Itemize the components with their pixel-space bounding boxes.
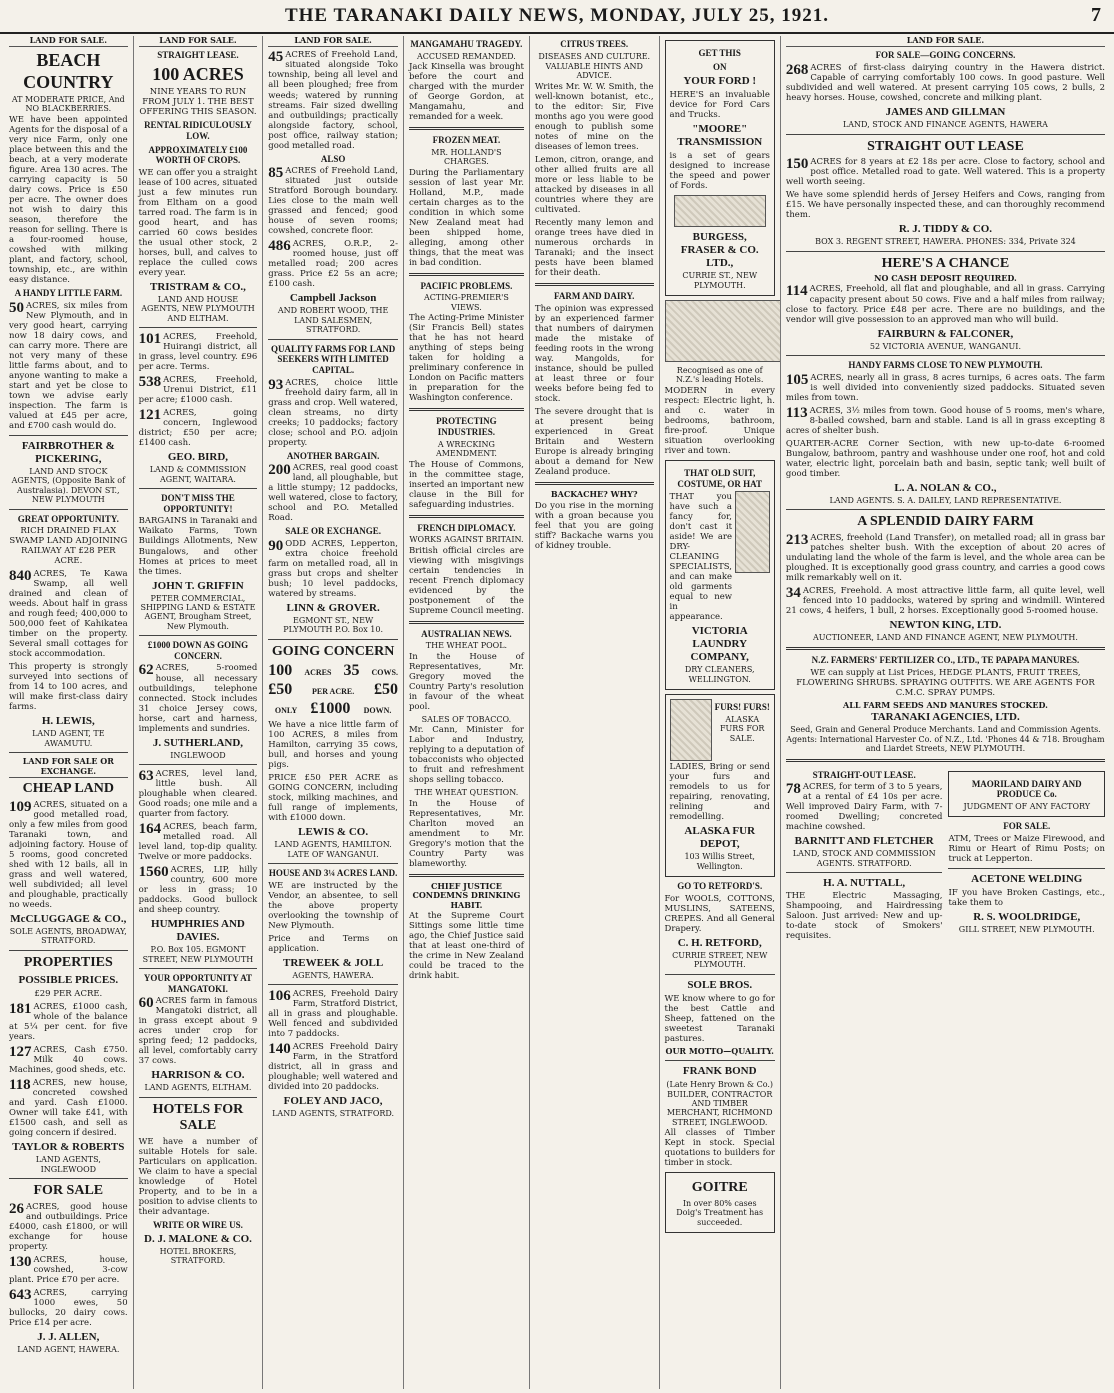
ad-text: 109 ACRES, situated on a good metalled road, only a few miles from good Taranaki town, and adjoining factory. House of 5 rooms, good concreted shed with 12 bails, all in grass and well watered, well subdivided; all level and ploughable, practically no weeds. — [9, 798, 128, 910]
ad-heading: PROPERTIES — [23, 954, 113, 970]
agent-name: FAIRBROTHER & PICKERING, — [21, 439, 115, 465]
ad-heading: APPROXIMATELY £100 WORTH OF CROPS. — [148, 144, 248, 166]
article-subhead: BACKACHE? WHY? — [550, 489, 638, 500]
agent-name: FOLEY AND JACO, — [283, 1095, 383, 1108]
hotel-illustration — [665, 300, 781, 362]
bottom-row — [786, 767, 1105, 945]
agent-address: LAND, STOCK AND COMMISSION AGENTS. STRATFORD. — [792, 849, 936, 868]
agent-name: McCLUGGAGE & CO., — [10, 912, 127, 925]
article-subhead: SALES OF TOBACCO. — [421, 714, 512, 724]
ad-heading: FOR SALE — [33, 1183, 104, 1199]
ad-text: 63 ACRES, level land, little bush. All ploughable when cleared. Good roads; one mile and a quarter from factory. — [138, 768, 258, 820]
ad-text: PRICE £50 PER ACRE as GOING CONCERN, including stock, milking machines, and full range of implements, with £1000 down. — [268, 773, 398, 824]
agent-address: BOX 3. REGENT STREET, HAWERA. PHONES: 334, Private 324 — [815, 237, 1076, 247]
ad-text: 118 ACRES, new house, concreted cowshed and yard. Cash £1000. Owner will take £41, with £1500 cash, and sell as going concern if desired. — [9, 1077, 128, 1139]
agent-address: LAND AGENT, TE AWAMUTU. — [32, 729, 105, 748]
ad-heading: RENTAL RIDICULOUSLY LOW. — [144, 120, 252, 141]
ad-heading: WRITE OR WIRE US. — [153, 1219, 243, 1230]
ad-text: HERE'S an invaluable device for Ford Cars and Trucks. — [669, 90, 770, 121]
ad-heading: HERE'S A CHANCE — [881, 255, 1010, 271]
agent-address: LAND & COMMISSION AGENT, WAITARA. — [149, 465, 247, 484]
agent-name: R. J. TIDDY & CO. — [898, 223, 993, 236]
ad-text: THAT you have such a fancy for, don't cast it aside! We are DRY-CLEANING SPECIALISTS, and can make old garments equal to new in appearance. — [669, 492, 733, 623]
ad-heading: SOLE BROS. — [687, 978, 753, 991]
article-text: In the House of Representatives, Mr. Charlton moved an amendment to Mr. Gregory's motion that the Country Party was blameworthy. — [408, 798, 524, 869]
article-text: Jack Kinsella was brought before the court and charged with the murder of George Gordon, at Mangamahu, and remanded for a week. — [408, 62, 524, 123]
ad-heading: FRANK BOND — [682, 1065, 757, 1078]
ad-heading: ACETONE WELDING — [971, 872, 1083, 885]
ad-heading: STRAIGHT OUT LEASE — [867, 138, 1024, 154]
ad-text: 213 ACRES, freehold (Land Transfer), on metalled road; all in grass bar patches shelter bush. With the exception of about 20 acres of undulating land the whole of the farm is level, and the whole area can be ploughed. It is exceptionally good grass country, and carries a good cows milk remarkably well on it. — [785, 531, 1106, 583]
ad-text: 105 ACRES, nearly all in grass, 8 acres turnips, 6 acres oats. The farm is well divided into conveniently sized paddocks. Situated seven miles from town. — [785, 371, 1106, 403]
agent-address: P.O. Box 105. EGMONT STREET, NEW PLYMOUTH — [142, 945, 254, 964]
ad-text: is a set of gears designed to increase the speed and power of Fords. — [669, 151, 770, 192]
agent-name: GEO. BIRD, — [167, 451, 229, 464]
ad-text: 34 ACRES, Freehold. A most attractive little farm, all quite level, well fenced into 10 paddocks, watered by spring and windmill. Wintered 21 cows, 4 heifers, 1 bull, 2 horses. Exceptionally good 5-roomed house. — [785, 584, 1106, 616]
page-number: 7 — [1091, 4, 1102, 26]
ad-text: 164 ACRES, beach farm, metalled road. All level land, top-dip quality. Twelve or more paddocks. — [138, 821, 258, 863]
article-text: Lemon, citron, orange, and other allied fruits are all more or less liable to be attacked by diseases in all countries where they are cultivated. — [534, 155, 654, 216]
ad-subheading: (Late Henry Brown & Co.) BUILDER, CONTRACTOR AND TIMBER MERCHANT, RICHMOND STREET, INGLEWOOD. — [666, 1080, 774, 1127]
ad-text: WE have been appointed Agents for the disposal of a very nice Farm, only one place between this and the beach, at a very moderate figure. Area 130 acres. The carrying capacity is 50 dairy cows. Price is £50 per acre. The owner does not wish to dairy this season, therefore the reason for selling. There is a four-roomed house, cowshed with milking plant, and factory, school, township, etc., are within easy distance. — [9, 114, 128, 286]
agent-name: JAMES AND GILLMAN — [885, 106, 1006, 119]
agent-address: LAND AND STOCK AGENTS, (Opposite Bank of Australasia). DEVON ST., NEW PLYMOUTH — [11, 466, 126, 505]
agent-address: AGENTS, HAWERA. — [292, 970, 374, 980]
ad-text: LADIES, Bring or send your furs and remodels to us for repairing, renovating, relining and remodelling. — [669, 762, 770, 823]
agent-name: TREWEEK & JOLL — [282, 956, 384, 969]
ad-text: IF you have Broken Castings, etc., take them to — [948, 887, 1106, 908]
badge-title: MAORILAND DAIRY AND PRODUCE Co. — [971, 778, 1082, 800]
ad-text: 60 ACRES farm in famous Mangatoki district, all in grass except about 9 acres under crop for spring feed; 12 paddocks, all level, comfortably carry 37 cows. — [138, 995, 258, 1067]
ad-heading: DON'T MISS THE OPPORTUNITY! — [161, 493, 235, 514]
article-text: The Acting-Prime Minister (Sir Francis Bell) states that he has not heard anything of steps being taken for holding a preliminary conference in London on Pacific matters in preparation for the Washington conference. — [408, 313, 524, 404]
ad-text: 538 ACRES, Freehold, Urenui District, £11 per acre; £1000 cash. — [138, 374, 258, 406]
ad-heading: ANOTHER BARGAIN. — [286, 450, 380, 461]
agent-name: BARNITT AND FLETCHER — [794, 835, 934, 848]
agent-name: NEWTON KING, LTD. — [889, 618, 1002, 631]
agent-name: JOHN T. GRIFFIN — [152, 579, 244, 592]
agent-name: D. J. MALONE & CO. — [144, 1232, 252, 1245]
ad-text: 78 ACRES, for term of 3 to 5 years, at a rental of £4 10s per acre. Well improved Dairy Farm, with 7-roomed Dwelling; concreted machine cowshed. — [785, 781, 943, 833]
agent-address: 52 VICTORIA AVENUE, WANGANUI. — [869, 341, 1021, 351]
ad-heading: FOR SALE. — [1003, 821, 1051, 832]
article-text: During the Parliamentary session of last year Mr. Holland, M.P., made certain charges as to the condition in which some New Zealand meat had been shipped home, alleging, among other things, that the meat was in bad condition. — [408, 167, 524, 268]
ad-text: We have some splendid herds of Jersey Heifers and Cows, ranging from £15. We have personally inspected these, and can thoroughly recommend them. — [785, 190, 1106, 221]
ad-text: 150 ACRES for 8 years at £2 18s per acre. Close to factory, school and post office. Metalled road to gate. Well watered. This is a property well worth seeing. — [785, 156, 1106, 188]
agent-name: J. SUTHERLAND, — [152, 736, 244, 749]
agent-address: 103 Willis Street, Wellington. — [684, 852, 755, 871]
agent-address: SOLE AGENTS, BROADWAY, STRATFORD. — [9, 926, 127, 946]
ad-heading: 100 ACRES — [152, 64, 244, 85]
article-subhead: WORKS AGAINST BRITAIN. — [409, 535, 524, 545]
agent-name: TRISTRAM & CO., — [149, 280, 246, 293]
section-header: LAND FOR SALE. — [786, 36, 1105, 47]
ad-heading: CHEAP LAND — [22, 781, 115, 797]
ad-text: 106 ACRES, Freehold Dairy Farm, Stratford District, all in grass and ploughable. Well fenced and subdivided into 7 paddocks. — [268, 988, 398, 1040]
column-7 — [781, 36, 1110, 1389]
agent-address: INGLEWOOD — [170, 750, 226, 760]
agent-name: TAYLOR & ROBERTS — [12, 1141, 125, 1154]
ad-heading: GET THIS — [698, 48, 741, 58]
ad-text: 130 ACRES, house, cowshed, 3-cow plant. Price £70 per acre. — [9, 1253, 128, 1285]
article-text: The House of Commons, in the committee stage, inserted an important new clause in the Bill for safeguarding industries. — [408, 459, 524, 510]
ad-heading: ON — [712, 61, 727, 72]
ad-text: 181 ACRES, £1000 cash, whole of the balance at 5¼ per cent. for five years. — [9, 1001, 128, 1043]
column-1 — [4, 36, 134, 1389]
column-2 — [134, 36, 264, 1389]
ad-heading: £1000 DOWN AS GOING CONCERN. — [147, 640, 249, 661]
ad-text: WE can offer you a straight lease of 100 acres, situated just a few minutes run from Eltham on a good tarred road. The farm is in good heart, and has carried 60 cows besides the usual other stock, 2 horses, bull, and calves to replace the culled cows every year. — [138, 167, 258, 278]
ad-heading: STRAIGHT-OUT LEASE. — [812, 769, 916, 780]
ad-text: £29 PER ACRE. — [34, 989, 103, 1000]
article-headline: PACIFIC PROBLEMS. — [420, 280, 513, 291]
ad-text: For WOOLS, COTTONS, MUSLINS, SATEENS, CREPES. And all General Drapery. — [664, 893, 775, 934]
ad-text: 486 ACRES, O.R.P., 2-roomed house, just off metalled road; 200 acres grass. Price £2 5s an acre; £100 cash. — [268, 238, 398, 290]
ad-heading: N.Z. FARMERS' FERTILIZER CO., LTD., TE PAPAPA MANURES. — [811, 655, 1080, 666]
ad-text: 140 ACRES Freehold Dairy Farm, in the Stratford district, all in grass and ploughable; well watered and divided into 20 paddocks. — [268, 1041, 398, 1093]
figure-illustration — [735, 491, 770, 573]
agent-name: LINN & GROVER. — [286, 602, 380, 615]
ad-text: 93 ACRES, choice little freehold dairy farm, all in grass and crop. Well watered, clean streams, no dirty creeks; 10 paddocks; factory close; school and P.O. adjoin property. — [268, 376, 398, 448]
ad-heading: GOITRE — [691, 1180, 748, 1196]
column-4 — [404, 36, 530, 1389]
agent-address: CURRIE ST., NEW PLYMOUTH. — [682, 271, 758, 290]
agent-name: VICTORIA LAUNDRY COMPANY, — [690, 625, 749, 664]
masthead-title: THE TARANAKI DAILY NEWS, MONDAY, JULY 25, 1921. — [284, 5, 830, 26]
agent-address: EGMONT ST., NEW PLYMOUTH P.O. Box 10. — [283, 615, 383, 635]
ad-text: We have a nice little farm of 100 ACRES, 8 miles from Hamilton, carrying 35 cows, bull, and horses and young pigs. — [268, 720, 398, 771]
agent-name: Campbell Jackson — [289, 292, 377, 305]
article-subhead: CHIEF JUSTICE CONDEMNS DRINKING HABIT. — [412, 880, 521, 910]
badge-text: JUDGMENT OF ANY FACTORY — [963, 801, 1091, 811]
illustration-caption: Recognised as one of N.Z.'s leading Hotels. — [676, 366, 764, 385]
column-6 — [660, 36, 781, 1389]
ad-display-line: ONLY £1000 DOWN. — [274, 700, 392, 718]
article-subhead: DISEASES AND CULTURE. — [538, 51, 651, 61]
ad-text: 45 ACRES of Freehold Land, situated alongside Toko township, being all level and all been ploughed; free from weeds; watered by running streams. Fair sized dwelling and outbuildings; practically alongside factory, school, post office, railway station; good metalled road. — [268, 49, 398, 151]
agent-address: LAND AGENTS, ELTHAM. — [144, 1083, 252, 1093]
ad-text: 121 ACRES, going concern, Inglewood district; £50 per acre; £1400 cash. — [138, 407, 258, 449]
ad-heading: HOTELS FOR SALE — [152, 1101, 244, 1134]
agent-address: LAND AGENTS, HAMILTON. LATE OF WANGANUI. — [274, 840, 392, 859]
agent-name: FAIRBURN & FALCONER, — [877, 327, 1014, 340]
ad-heading: "MOORE" TRANSMISSION — [677, 123, 763, 149]
article-headline: CITRUS TREES. — [560, 39, 629, 49]
ad-text: MODERN in every respect: Electric light, h. and c. water in bedrooms, bathroom, fire-proof. Unique situation overlooking river and town. — [664, 385, 775, 456]
ad-motto: OUR MOTTO—QUALITY. — [665, 1045, 774, 1056]
ad-text: ALL FARM SEEDS AND MANURES STOCKED. — [843, 699, 1048, 710]
ad-text: 26 ACRES, good house and outbuildings. Price £4000, cash £1800, or will exchange for house property. — [9, 1200, 128, 1252]
agent-name: HUMPHRIES AND DAVIES. — [151, 918, 245, 944]
article-text: The severe drought that is at present being experienced in Great Britain and Western Europe is already bringing about a demand for New Zealand produce. — [534, 406, 654, 478]
ad-text: All classes of Timber Kept in stock. Special quotations to builders for timber in stock. — [664, 1128, 775, 1169]
transmission-illustration — [674, 195, 766, 227]
ad-text: This property is strongly surveyed into sections of from 14 to 100 acres, and will make first-class dairy farms. — [9, 662, 128, 713]
section-header: LAND FOR SALE. — [139, 36, 258, 47]
article-text: Mr. Cann, Minister for Labor and Industry, replying to a deputation of tobacconists who objected to fruit and refreshment shops selling tobacco. — [408, 725, 524, 786]
ad-text: 200 ACRES, real good coast land, all ploughable, but a little stumpy; 12 paddocks, well watered, close to factory, school and P.O. Metalled Road. — [268, 462, 398, 524]
article-headline: AUSTRALIAN NEWS. — [421, 628, 512, 639]
agent-name: C. H. RETFORD, — [677, 936, 762, 949]
article-subhead: ACTING-PREMIER'S VIEWS. — [424, 293, 509, 312]
article-subhead: VALUABLE HINTS AND ADVICE. — [545, 62, 643, 81]
article-text: Writes Mr. W. W. Smith, the well-known botanist, etc., to the editor: Sir, Five months ago you were good enough to publish some notes of mine on the diseases of lemon trees. — [534, 81, 654, 153]
ad-heading: STRAIGHT LEASE. — [157, 50, 239, 61]
section-header: LAND FOR SALE. — [9, 36, 128, 47]
agent-name: LEWIS & CO. — [298, 826, 369, 839]
ad-heading: YOUR OPPORTUNITY AT MANGATOKI. — [143, 973, 253, 994]
agent-name: HARRISON & CO. — [151, 1069, 245, 1082]
agent-address: LAND AND HOUSE AGENTS, NEW PLYMOUTH AND ELTHAM. — [141, 294, 255, 323]
ad-text: QUARTER-ACRE Corner Section, with new up-to-date 6-roomed Bungalow, bathroom, pantry and washhouse under one roof, hot and cold water, electric light, porcelain bath and basin, septic tank; well built of good timber. — [785, 438, 1106, 479]
article-text: The opinion was expressed by an experienced farmer that numbers of dairymen made the mistake of feeding roots in the wrong way. Mangolds, for instance, should be pulled at least three or four weeks before being fed to stock. — [534, 303, 654, 404]
article-subhead: MR. HOLLAND'S CHARGES. — [431, 147, 502, 167]
ad-text: 113 ACRES, 3½ miles from town. Good house of 5 rooms, men's whare, 8-bailed cowshed, barn and stable. Land is all in grass excepting 8 acres of shelter bush. — [785, 404, 1106, 436]
ad-heading: HOUSE AND 3¼ ACRES LAND. — [268, 868, 398, 878]
agent-name: ALASKA FUR DEPOT, — [684, 825, 756, 851]
ford-ad — [665, 40, 775, 296]
article-text: Do you rise in the morning with a groan because you feel that you are going stiff? Backache warns you of kidney trouble. — [534, 500, 654, 551]
ad-text: WE have a number of suitable Hotels for sale. Particulars on application. We claim to have a special knowledge of Hotel Property, and to be in a position to advise clients to their advantage. — [138, 1136, 258, 1217]
agent-name: TARANAKI AGENCIES, LTD. — [871, 711, 1020, 724]
ad-text: 268 ACRES of first-class dairying country in the Hawera district. Capable of carrying comfortably 100 cows. In good pasture. Well subdivided and well watered. At present carrying 105 cows, 2 bulls, 2 heavy horses. House, cowshed, concrete and milking plant. — [785, 62, 1106, 104]
dairy-badge — [948, 771, 1105, 818]
ad-text: WE know where to go for the best Cattle and Sheep, fattened on the sweetest Taranaki pastures. — [664, 993, 775, 1044]
ad-heading: FURS! FURS! — [714, 702, 770, 713]
ad-text: 127 ACRES, Cash £750. Milk 40 cows. Machines, good sheds, etc. — [9, 1044, 128, 1076]
agent-address: CURRIE STREET, NEW PLYMOUTH. — [672, 950, 768, 970]
ad-heading: QUALITY FARMS FOR LAND SEEKERS WITH LIMITED CAPITAL. — [270, 343, 396, 375]
ad-heading: BEACH COUNTRY — [23, 50, 114, 92]
ad-heading: A HANDY LITTLE FARM. — [14, 288, 123, 299]
ad-text: ATM, Trees or Maize Firewood, and Rimu or Heart of Rimu Posts; on truck at Lepperton. — [948, 833, 1106, 864]
agent-address: AUCTIONEER, LAND AND FINANCE AGENT, NEW PLYMOUTH. — [812, 632, 1078, 642]
agent-address: LAND AGENTS. S. A. DAILEY, LAND REPRESENTATIVE. — [829, 495, 1062, 505]
article-text: In the House of Representatives, Mr. Gregory moved the Country Party's resolution in favour of the wheat pool. — [408, 651, 524, 712]
article-subhead: ACCUSED REMANDED. — [417, 51, 516, 61]
masthead — [0, 0, 1114, 34]
article-headline: PROTECTING INDUSTRIES. — [436, 416, 497, 438]
agent-name: L. A. NOLAN & CO., — [894, 481, 997, 494]
ad-heading: THAT OLD SUIT, COSTUME, OR HAT — [677, 468, 763, 489]
article-headline: FROZEN MEAT. — [432, 135, 501, 146]
ad-text: 840 ACRES, Te Kawa Swamp, all well drained and clean of weeds. About half in grass and rough feed; 400,000 to 500,000 feet of Kahikatea timber on the property. Several small cottages for stock accommodation. — [9, 568, 128, 660]
ad-text: Price and Terms on application. — [268, 933, 398, 954]
article-text: Recently many lemon and orange trees have died in numerous orchards in Taranaki; and the insect pests have been blamed for their death. — [534, 218, 654, 279]
agent-name: R. S. WOOLDRIDGE, — [973, 910, 1081, 923]
ad-text: THE Electric Massaging, Shampooing, and Hairdressing Saloon. Just arrived: New and up-to-date stock of Smokers' requisites. — [785, 891, 943, 942]
agent-name: J. J. ALLEN, — [37, 1330, 100, 1343]
goitre-ad — [665, 1172, 775, 1233]
ad-heading: SALE OR EXCHANGE. — [285, 526, 381, 537]
section-header: LAND FOR SALE. — [268, 36, 398, 47]
agent-address: AND ROBERT WOOD, THE LAND SALESMEN, STRATFORD. — [277, 306, 389, 335]
furs-ad — [665, 694, 775, 877]
agent-address: PETER COMMERCIAL, SHIPPING LAND & ESTATE AGENT, Brougham Street, New Plymouth. — [140, 593, 256, 631]
article-headline: MANGAMAHU TRAGEDY. — [410, 39, 523, 49]
article-subhead: THE WHEAT POOL. — [425, 641, 508, 651]
ad-text: 1560 ACRES, LIP, hilly country, 600 more or less in grass; 10 paddocks. Good bullock and sheep country. — [138, 864, 258, 916]
ad-text: 85 ACRES of Freehold Land, situated just outside Stratford Borough boundary. Lies close to the main well grassed and fenced; good house of seven rooms; cowshed, concrete floor. — [268, 165, 398, 237]
agent-address: HOTEL BROKERS, STRATFORD. — [159, 1246, 237, 1265]
ad-text: 50 ACRES, six miles from New Plymouth, and in very good heart, carrying now 18 dairy cows, and can carry more. There are not very many of these little farms about, and to anyone wanting to make a start and yet be close to town we advise early inspection. The farm is valued at £45 per acre, and £700 cash would do. — [9, 299, 128, 431]
ad-heading: ALSO — [320, 153, 346, 164]
ad-heading: POSSIBLE PRICES. — [18, 974, 119, 987]
section-header: LAND FOR SALE OR EXCHANGE. — [9, 757, 128, 778]
ad-text: WE can supply at List Prices, HEDGE PLANTS, FRUIT TREES, FLOWERING SHRUBS. SPRAYING OUTFITS. WE ARE AGENTS FOR C.M.C. SPRAY PUMPS. — [796, 667, 1095, 698]
ad-heading: GO TO RETFORD'S. — [677, 881, 763, 892]
ad-heading: A SPLENDID DAIRY FARM — [857, 514, 1034, 530]
ad-text: In over 80% cases Doig's Treatment has succeeded. — [676, 1198, 764, 1227]
fox-illustration — [670, 699, 712, 761]
agent-address: Seed, Grain and General Produce Merchants. Land and Commission Agents. Agents: International Harvester Co. of N.Z., Ltd. 'Phones 44 & 718. Brougham and Liardet Streets, NEW PLYMOUTH. — [786, 725, 1105, 754]
agent-name: BURGESS, FRASER & CO. LTD., — [680, 231, 759, 270]
agent-address: LAND AGENTS, STRATFORD. — [272, 1109, 395, 1119]
ad-text: BARGAINS in Taranaki and Waikato Farms, Town Buildings Allotments, New Bungalows, and other Homes at prices to meet the times. — [138, 516, 258, 577]
ad-display-line: £50 PER ACRE. £50 — [268, 681, 398, 699]
agent-name: H. LEWIS, — [41, 715, 95, 728]
article-headline: FRENCH DIPLOMACY. — [417, 522, 516, 533]
article-text: British official circles are viewing with misgivings certain tendencies in recent French diplomacy evidenced by the postponement of the Supreme Council meeting. — [408, 545, 524, 616]
ad-display-line: 100 ACRES 35 COWS. — [268, 662, 398, 680]
ad-text: 90 ODD ACRES, Lepperton, extra choice freehold farm on metalled road, all in grass but crops and shelter bush; 10 level paddocks, watered by streams. — [268, 537, 398, 599]
agent-address: LAND, STOCK AND FINANCE AGENTS, HAWERA — [842, 120, 1048, 130]
column-5 — [530, 36, 660, 1389]
agent-address: LAND AGENT, HAWERA. — [17, 1344, 120, 1354]
ad-subheading: ALASKA FURS FOR SALE. — [719, 714, 765, 743]
article-headline: FARM AND DAIRY. — [554, 291, 635, 302]
ad-heading: GOING CONCERN — [271, 643, 395, 659]
ad-heading: FOR SALE—GOING CONCERNS. — [875, 50, 1016, 61]
ad-text: 114 ACRES, Freehold, all flat and ploughable, and all in grass. Carrying capacity present about 50 cows. Five and a half miles from railway; close to factory. Price £48 per acre. There are no buildings, and the vendor will give possession to an approved man who will build. — [785, 283, 1106, 325]
ad-text: NINE YEARS TO RUN FROM JULY 1. THE BEST OFFERING THIS SEASON. — [139, 87, 257, 118]
ad-subheading: NO CASH DEPOSIT REQUIRED. — [874, 273, 1017, 284]
columns — [4, 36, 1110, 1389]
ad-subheading: AT MODERATE PRICE, And NO BLACKBERRIES. — [11, 94, 125, 114]
ad-text: 643 ACRES, carrying 1000 ewes, 50 bullocks, 20 dairy cows. Price £14 per acre. — [9, 1286, 128, 1328]
agent-address: LAND AGENTS, INGLEWOOD — [35, 1155, 101, 1174]
article-subhead: THE WHEAT QUESTION. — [414, 788, 519, 798]
article-subhead: A WRECKING AMENDMENT. — [435, 439, 497, 459]
article-text: At the Supreme Court Sittings some little time ago, the Chief Justice said that at least one-third of the crime in New Zealand could be traced to the drink habit. — [408, 911, 524, 982]
agent-address: GILL STREET, NEW PLYMOUTH. — [958, 924, 1095, 934]
ad-heading: GREAT OPPORTUNITY. — [17, 513, 119, 524]
ad-text: WE are instructed by the Vendor, an absentee, to sell the above property overlooking the township of New Plymouth. — [268, 880, 398, 931]
ad-heading: YOUR FORD ! — [683, 75, 757, 88]
ad-text: RICH DRAINED FLAX SWAMP LAND ADJOINING RAILWAY AT £28 PER ACRE. — [9, 526, 128, 567]
laundry-ad — [665, 460, 775, 690]
column-3 — [263, 36, 404, 1389]
ad-heading: HANDY FARMS CLOSE TO NEW PLYMOUTH. — [848, 359, 1043, 370]
agent-address: DRY CLEANERS, WELLINGTON. — [684, 665, 755, 684]
agent-name: H. A. NUTTALL, — [823, 877, 906, 890]
ad-text: 62 ACRES, 5-roomed house, all necessary outbuildings, telephone connected. Stock includes 31 choice Jersey cows, horse, cart and harness, implements and sundries. — [138, 662, 258, 734]
ad-text: 101 ACRES, Freehold, Huirangi district, all in grass, level country. £96 per acre. Terms. — [138, 331, 258, 373]
